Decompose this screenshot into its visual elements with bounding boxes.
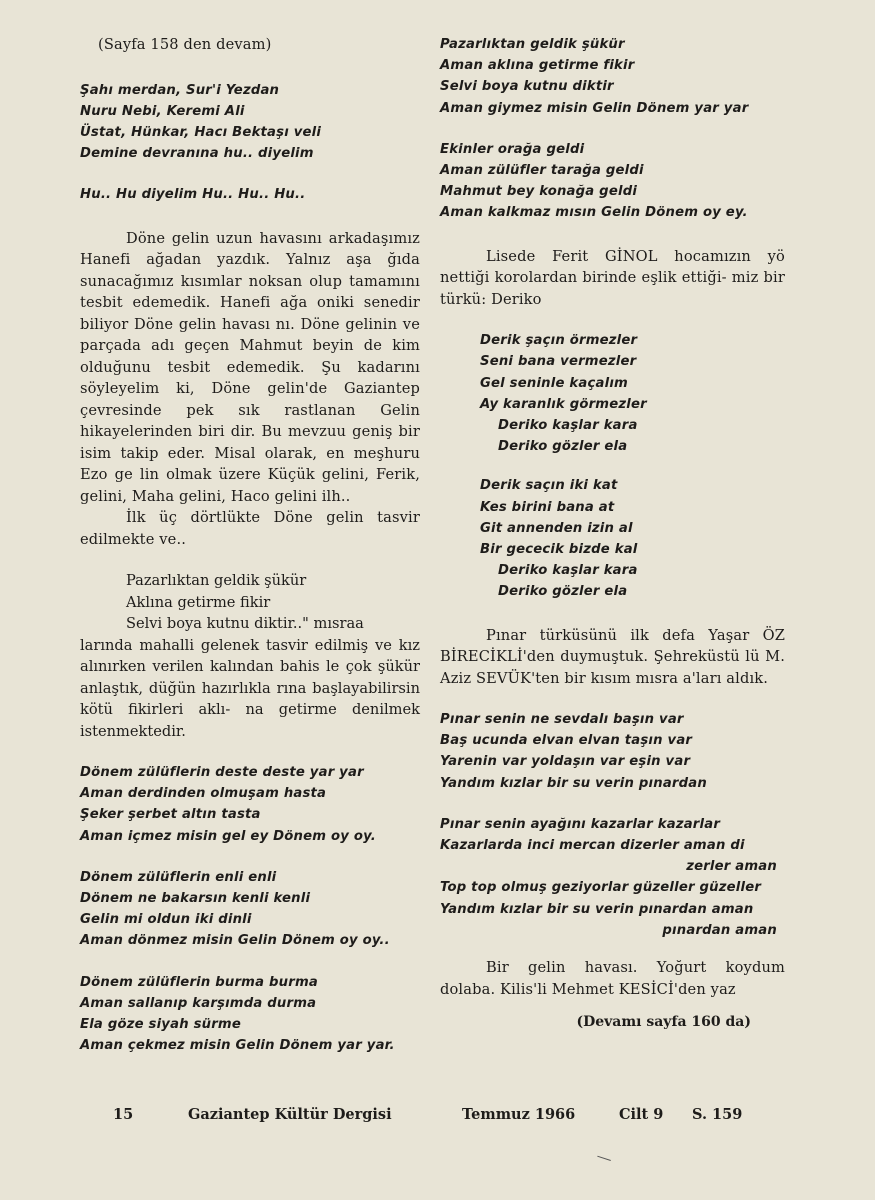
verse-line: Ela göze siyah sürme (80, 1017, 242, 1033)
continued-from-note: (Sayfa 158 den devam) (98, 36, 272, 53)
issue-date: Temmuz 1966 (462, 1106, 576, 1123)
paragraph-text: Lisede Ferit GİNOL hocamızın yö nettiği korolardan birinde eşlik ettiği- miz bir türkü: Deriko (440, 247, 785, 308)
prose-paragraph (440, 625, 785, 690)
verse-stanza (80, 867, 420, 952)
verse-hu (80, 184, 420, 205)
refrain-line: Deriko gözler ela (498, 584, 628, 600)
verse-stanza (80, 972, 420, 1057)
verse-line-wrap: zerler aman (686, 859, 777, 875)
journal-name: Gaziantep Kültür Dergisi (188, 1106, 392, 1123)
prose-paragraph (80, 228, 420, 551)
verse-line: Derik şaçın örmezler (480, 333, 638, 349)
verse-line: Üstat, Hünkar, Hacı Bektaşı veli (80, 124, 322, 140)
verse-line: Nuru Nebi, Keremi Ali (80, 103, 245, 119)
paragraph-text: İlk üç dörtlükte Döne gelin tasvir edilmekte ve.. (80, 509, 420, 548)
verse-line: Hu.. Hu diyelim Hu.. Hu.. Hu.. (80, 187, 306, 203)
verse-line: Aman giymez misin Gelin Dönem yar yar (440, 100, 749, 116)
verse-line: Dönem zülüflerin deste deste yar yar (80, 765, 364, 781)
verse-line-wrap: pınardan aman (662, 922, 777, 938)
verse-line: Yandım kızlar bir su verin pınardan aman (440, 901, 754, 917)
verse-line: Pınar senin ayağını kazarlar kazarlar (440, 816, 721, 832)
verse-line: Dönem zülüflerin burma burma (80, 974, 318, 990)
verse-line: Gel seninle kaçalım (480, 375, 628, 391)
verse-stanza (80, 762, 420, 847)
deriko-stanza (440, 475, 785, 602)
verse-stanza (440, 139, 785, 224)
quoted-line: Pazarlıktan geldik şükür (126, 572, 307, 590)
refrain-line: Deriko kaşlar kara (498, 417, 638, 433)
paragraph-text: Pınar türküsünü ilk defa Yaşar ÖZ BİRECİKLİ'den duymuştuk. Şehreküstü lü M. Aziz SEVÜK'ten bir kısım mısra a'ları aldık. (440, 626, 785, 687)
pinar-stanza (440, 709, 785, 794)
prose-paragraph (440, 246, 785, 311)
verse-invocation (80, 80, 420, 165)
verse-line: Şahı merdan, Sur'i Yezdan (80, 82, 280, 98)
verse-line: Şeker şerbet altın tasta (80, 807, 261, 823)
verse-stanza (440, 34, 785, 119)
verse-line: Demine devranına hu.. diyelim (80, 146, 314, 162)
verse-line: Kazarlarda inci mercan dizerler aman di (440, 838, 745, 854)
quoted-line: Selvi boya kutnu diktir.." mısraa (126, 615, 364, 633)
volume-label: Cilt 9 (619, 1106, 664, 1123)
verse-line: Bir gececik bizde kal (480, 541, 638, 557)
verse-line: Aman çekmez misin Gelin Dönem yar yar. (80, 1038, 395, 1054)
verse-line: Baş ucunda elvan elvan taşın var (440, 733, 693, 749)
verse-line: Aman içmez misin gel ey Dönem oy oy. (80, 828, 376, 844)
page-number: 15 (113, 1106, 134, 1123)
prose-paragraph (440, 957, 785, 1000)
quoted-line: Aklına getirme fikir (126, 593, 271, 611)
verse-line: Mahmut bey konağa geldi (440, 184, 638, 200)
paragraph-text: Bir gelin havası. Yoğurt koydum dolaba. Kilis'li Mehmet KESİCİ'den yaz (440, 959, 785, 998)
verse-line: Dönem zülüflerin enli enli (80, 869, 277, 885)
verse-line: Kes birini bana at (480, 499, 615, 515)
verse-line: Seni bana vermezler (480, 354, 637, 370)
paragraph-text: Döne gelin uzun havasını arkadaşımız Hanefi ağadan yazdık. Yalnız aşa ğıda sunacağımız kısımlar noksan olup tamamını tesbit edemedik. Hanefi ağa oniki senedir biliyor Döne gelin havası nı. Döne gelinin ve parçada adı geçen Mahmut beyin de kim olduğunu tesbit edemedik. Şu kadarını söyleyelim ki, Döne gelin'de Gaziantep çevresinde pek sık rastlanan Gelin hikayelerinden biri dir. Bu mevzuu geniş bir isim takip eder. Misal olarak, en meşhuru Ezo ge lin olmak üzere Küçük gelini, Ferik, gelini, Maha gelini, Haco gelini ilh.. (80, 229, 420, 505)
scan-mark (597, 1150, 612, 1161)
verse-line: Yarenin var yoldaşın var eşin var (440, 754, 691, 770)
verse-line: Dönem ne bakarsın kenli kenli (80, 891, 311, 907)
verse-line: Top top olmuş geziyorlar güzeller güzeller (440, 880, 762, 896)
verse-line: Git annenden izin al (480, 520, 633, 536)
left-column (80, 34, 420, 1076)
continued-note: (Devamı sayfa 160 da) (576, 1014, 751, 1031)
deriko-stanza (440, 330, 785, 457)
verse-line: Ekinler orağa geldi (440, 141, 585, 157)
verse-line: Aman sallanıp karşımda durma (80, 995, 317, 1011)
pinar-stanza (440, 814, 785, 941)
verse-line: Aman derdinden olmuşam hasta (80, 786, 327, 802)
verse-line: Aman kalkmaz mısın Gelin Dönem oy ey. (440, 205, 748, 221)
verse-line: Derik saçın iki kat (480, 478, 618, 494)
right-column (440, 34, 785, 1030)
refrain-line: Deriko kaşlar kara (498, 563, 638, 579)
issue-number: S. 159 (692, 1106, 743, 1123)
quoted-tail: larında mahalli gelenek tasvir edilmiş ve kız alınırken verilen kalından bahis le çok şükür anlaştık, düğün hazırlıkla rına başlayabilirsin kötü fikirleri aklı- na getirme denilmek istenmektedir. (80, 636, 420, 740)
verse-line: Aman dönmez misin Gelin Dönem oy oy.. (80, 933, 390, 949)
refrain-line: Deriko gözler ela (498, 439, 628, 455)
quoted-passage (80, 570, 420, 742)
verse-line: Pazarlıktan geldik şükür (440, 37, 625, 52)
verse-line: Aman zülüfler tarağa geldi (440, 163, 644, 179)
verse-line: Ay karanlık görmezler (480, 396, 647, 412)
verse-line: Yandım kızlar bir su verin pınardan (440, 775, 707, 791)
verse-line: Gelin mi oldun iki dinli (80, 912, 252, 928)
verse-line: Pınar senin ne sevdalı başın var (440, 712, 684, 728)
verse-line: Selvi boya kutnu diktir (440, 79, 614, 95)
verse-line: Aman aklına getirme fikir (440, 58, 635, 74)
